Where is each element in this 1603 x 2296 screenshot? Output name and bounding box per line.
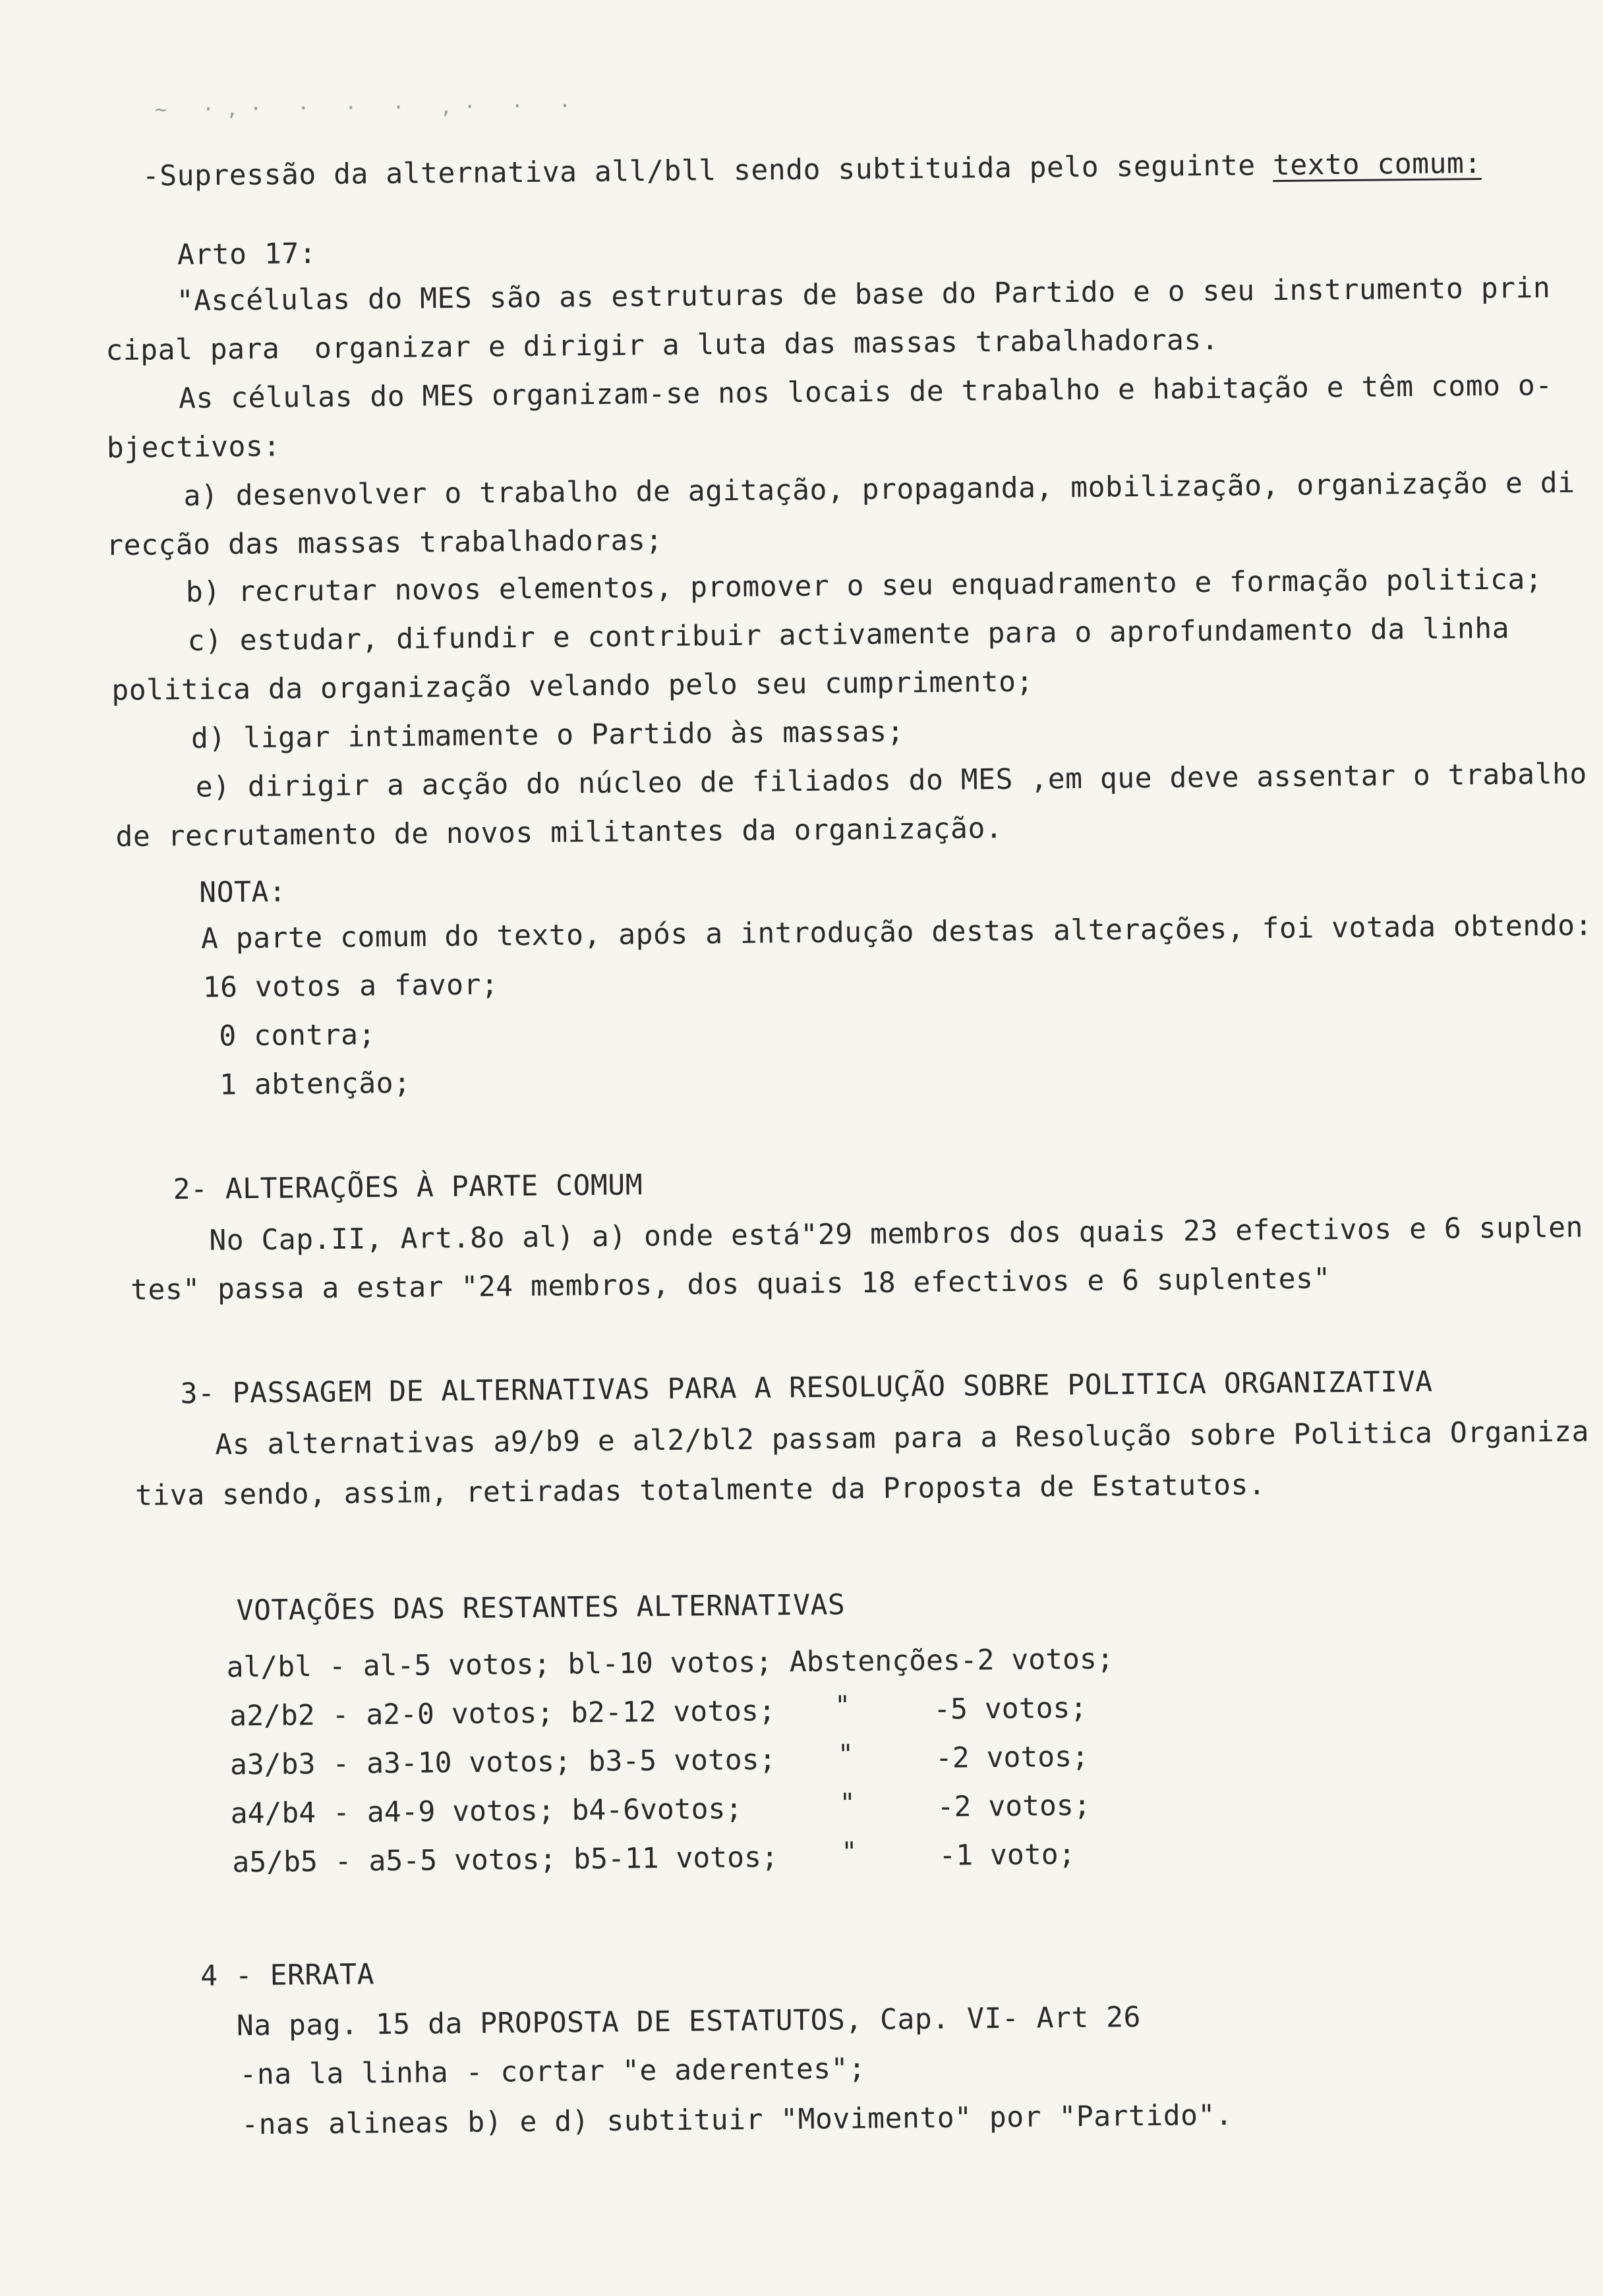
art17-line-2: cipal para organizar e dirigir a luta das massas trabalhadoras. (105, 323, 1219, 368)
vote-row-1: al/bl - al-5 votos; bl-10 votos; Abstenções-2 votos; (226, 1642, 1114, 1684)
section3-title: 3- PASSAGEM DE ALTERNATIVAS PARA A RESOLUÇÃO SOBRE POLITICA ORGANIZATIVA (180, 1365, 1433, 1411)
art17-line-5: a) desenvolver o trabalho de agitação, propaganda, mobilização, organização e di (183, 466, 1575, 513)
vote-row-4: a4/b4 - a4-9 votos; b4-6votos; (230, 1792, 743, 1831)
intro-text: -Supressão da alternativa all/bll sendo subtituida pelo seguinte (142, 149, 1273, 193)
nota-label: NOTA: (199, 875, 287, 909)
nota-text: A parte comum do texto, após a introdução destas alterações, foi votada obtendo: (200, 909, 1593, 956)
vote-row-2-ditto: " (834, 1690, 851, 1721)
art17-line-6: recção das massas trabalhadoras; (105, 523, 663, 563)
vote-row-4-ditto: " (839, 1788, 856, 1819)
art17-line-11: e) dirigir a acção do núcleo de filiados do MES ,em que deve assentar o trabalho (195, 757, 1587, 804)
art17-line-9: politica da organização velando pelo seu cumprimento; (111, 665, 1034, 708)
article-label: Arto 17: (177, 237, 317, 272)
art17-line-7: b) recrutar novos elementos, promover o seu enquadramento e formação politica; (185, 563, 1543, 609)
vote-row-3: a3/b3 - a3-10 votos; b3-5 votos; (229, 1743, 776, 1782)
vote-row-5-tail: -1 voto; (939, 1838, 1076, 1873)
section3-line-2: tiva sendo, assim, retiradas totalmente da Proposta de Estatutos. (134, 1468, 1266, 1512)
vote-row-5-ditto: " (841, 1837, 858, 1868)
intro-line (142, 146, 1482, 194)
art17-line-1: "Ascélulas do MES são as estruturas de base do Partido e o seu instrumento prin (176, 272, 1551, 318)
section2-line-1: No Cap.II, Art.8o al) a) onde está"29 membros dos quais 23 efectivos e 6 suplen (209, 1211, 1584, 1257)
vote-row-2: a2/b2 - a2-0 votos; b2-12 votos; (229, 1694, 776, 1733)
votacoes-title: VOTAÇÕES DAS RESTANTES ALTERNATIVAS (236, 1588, 846, 1628)
section2-line-2: tes" passa a estar "24 membros, dos quais 18 efectivos e 6 suplentes" (130, 1262, 1331, 1307)
errata-line-1: Na pag. 15 da PROPOSTA DE ESTATUTOS, Cap. VI- Art 26 (236, 2001, 1142, 2043)
nota-abst: 1 abtenção; (219, 1066, 411, 1102)
art17-line-3: As células do MES organizam-se nos locais de trabalho e habitação e têm como o- (178, 369, 1553, 416)
vote-row-2-tail: -5 votos; (933, 1691, 1088, 1727)
section2-title: 2- ALTERAÇÕES À PARTE COMUM (173, 1168, 643, 1207)
intro-underlined: texto comum: (1272, 147, 1482, 183)
art17-line-4: bjectivos: (106, 430, 281, 465)
errata-title: 4 - ERRATA (200, 1958, 375, 1993)
section3-line-1: As alternativas a9/b9 e al2/bl2 passam para a Resolução sobre Politica Organiza (215, 1415, 1590, 1462)
vote-row-5: a5/b5 - a5-5 votos; b5-11 votos; (232, 1841, 779, 1880)
vote-row-4-tail: -2 votos; (937, 1789, 1091, 1824)
scan-noise: ~ ·,· · · · ,· · · (154, 94, 583, 122)
nota-contra: 0 contra; (219, 1018, 376, 1053)
nota-favor: 16 votos a favor; (202, 968, 499, 1004)
art17-line-8: c) estudar, difundir e contribuir activamente para o aprofundamento da linha (187, 612, 1510, 658)
vote-row-3-ditto: " (837, 1739, 854, 1770)
vote-row-3-tail: -2 votos; (935, 1740, 1090, 1775)
errata-line-2: -na la linha - cortar "e aderentes"; (239, 2052, 866, 2092)
errata-line-3: -nas alineas b) e d) subtituir "Movimento" por "Partido". (241, 2098, 1233, 2142)
art17-line-10: d) ligar intimamente o Partido às massas; (190, 715, 905, 755)
art17-line-12: de recrutamento de novos militantes da organização. (115, 812, 1003, 853)
